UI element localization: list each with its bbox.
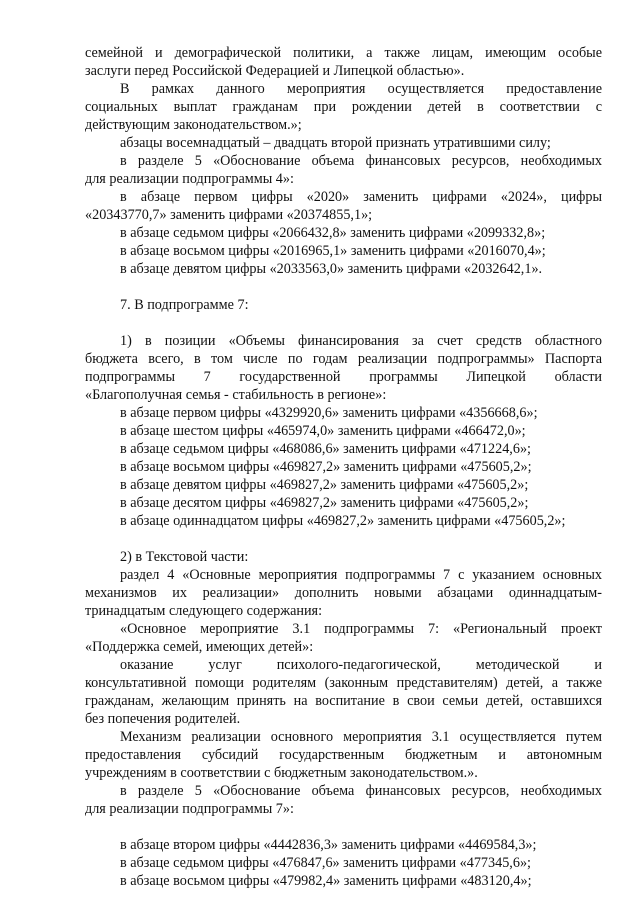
text-line: учреждениям в соответствии с бюджетным законодательством.».: [85, 765, 478, 781]
text-line: механизмов их реализации» дополнить новыми абзацами одиннадцатым-: [85, 585, 602, 601]
text-line: в абзаце восьмом цифры «479982,4» заменить цифрами «483120,4»;: [120, 873, 532, 889]
text-line: в абзаце втором цифры «4442836,3» заменить цифрами «4469584,3»;: [120, 837, 537, 853]
text-line: в абзаце седьмом цифры «468086,6» заменить цифрами «471224,6»;: [120, 441, 531, 457]
text-line: в абзаце восьмом цифры «2016965,1» заменить цифрами «2016070,4»;: [120, 243, 546, 259]
text-line: в абзаце седьмом цифры «2066432,8» заменить цифрами «2099332,8»;: [120, 225, 546, 241]
text-line: 1) в позиции «Объемы финансирования за счет средств областного: [120, 333, 602, 349]
text-line: консультативной помощи родителям (законным представителям) детей, а также: [85, 675, 602, 691]
text-line: без попечения родителей.: [85, 711, 241, 727]
text-line: предоставления субсидий государственным бюджетным и автономным: [85, 747, 602, 763]
text-line: раздел 4 «Основные мероприятия подпрограммы 7 с указанием основных: [120, 567, 602, 583]
text-line: В рамках данного мероприятия осуществляется предоставление: [120, 81, 602, 97]
text-line: действующим законодательством.»;: [85, 117, 302, 133]
text-line: в абзаце десятом цифры «469827,2» заменить цифрами «475605,2»;: [120, 495, 529, 511]
text-line: в абзаце восьмом цифры «469827,2» заменить цифрами «475605,2»;: [120, 459, 532, 475]
text-line: «Поддержка семей, имеющих детей»:: [85, 639, 314, 655]
text-line: бюджета всего, в том числе по годам реализации подпрограммы» Паспорта: [85, 351, 602, 367]
text-line: «Благополучная семья - стабильность в регионе»:: [85, 387, 387, 403]
text-line: в абзаце первом цифры «4329920,6» заменить цифрами «4356668,6»;: [120, 405, 538, 421]
text-line: в абзаце шестом цифры «465974,0» заменить цифрами «466472,0»;: [120, 423, 526, 439]
text-line: семейной и демографической политики, а также лицам, имеющим особые: [85, 45, 602, 61]
text-line: гражданам, желающим принять на воспитание в свои семьи детей, оставшихся: [85, 693, 602, 709]
text-line: в абзаце первом цифры «2020» заменить цифрами «2024», цифры: [120, 189, 602, 205]
text-line: 2) в Текстовой части:: [120, 549, 249, 565]
text-line: в разделе 5 «Обоснование объема финансовых ресурсов, необходимых: [120, 783, 602, 799]
text-line: тринадцатым следующего содержания:: [85, 603, 323, 619]
text-line: для реализации подпрограммы 7»:: [85, 801, 294, 817]
text-line: «Основное мероприятие 3.1 подпрограммы 7: «Региональный проект: [120, 621, 602, 637]
section-heading: 7. В подпрограмме 7:: [120, 297, 249, 313]
text-line: Механизм реализации основного мероприятия 3.1 осуществляется путем: [120, 729, 602, 745]
text-line: подпрограммы 7 государственной программы Липецкой области: [85, 369, 602, 385]
text-line: в абзаце девятом цифры «469827,2» заменить цифрами «475605,2»;: [120, 477, 529, 493]
text-line: заслуги перед Российской Федерацией и Липецкой областью».: [85, 63, 465, 79]
text-line: в разделе 5 «Обоснование объема финансовых ресурсов, необходимых: [120, 153, 602, 169]
text-line: абзацы восемнадцатый – двадцать второй признать утратившими силу;: [120, 135, 551, 151]
text-line: «20343770,7» заменить цифрами «20374855,1»;: [85, 207, 373, 223]
text-line: в абзаце седьмом цифры «476847,6» заменить цифрами «477345,6»;: [120, 855, 531, 871]
text-line: в абзаце девятом цифры «2033563,0» заменить цифрами «2032642,1».: [120, 261, 543, 277]
text-line: для реализации подпрограммы 4»:: [85, 171, 294, 187]
text-line: в абзаце одиннадцатом цифры «469827,2» заменить цифрами «475605,2»;: [120, 513, 566, 529]
text-line: социальных выплат гражданам при рождении детей в соответствии с: [85, 99, 602, 115]
text-line: оказание услуг психолого-педагогической, методической и: [120, 657, 602, 673]
